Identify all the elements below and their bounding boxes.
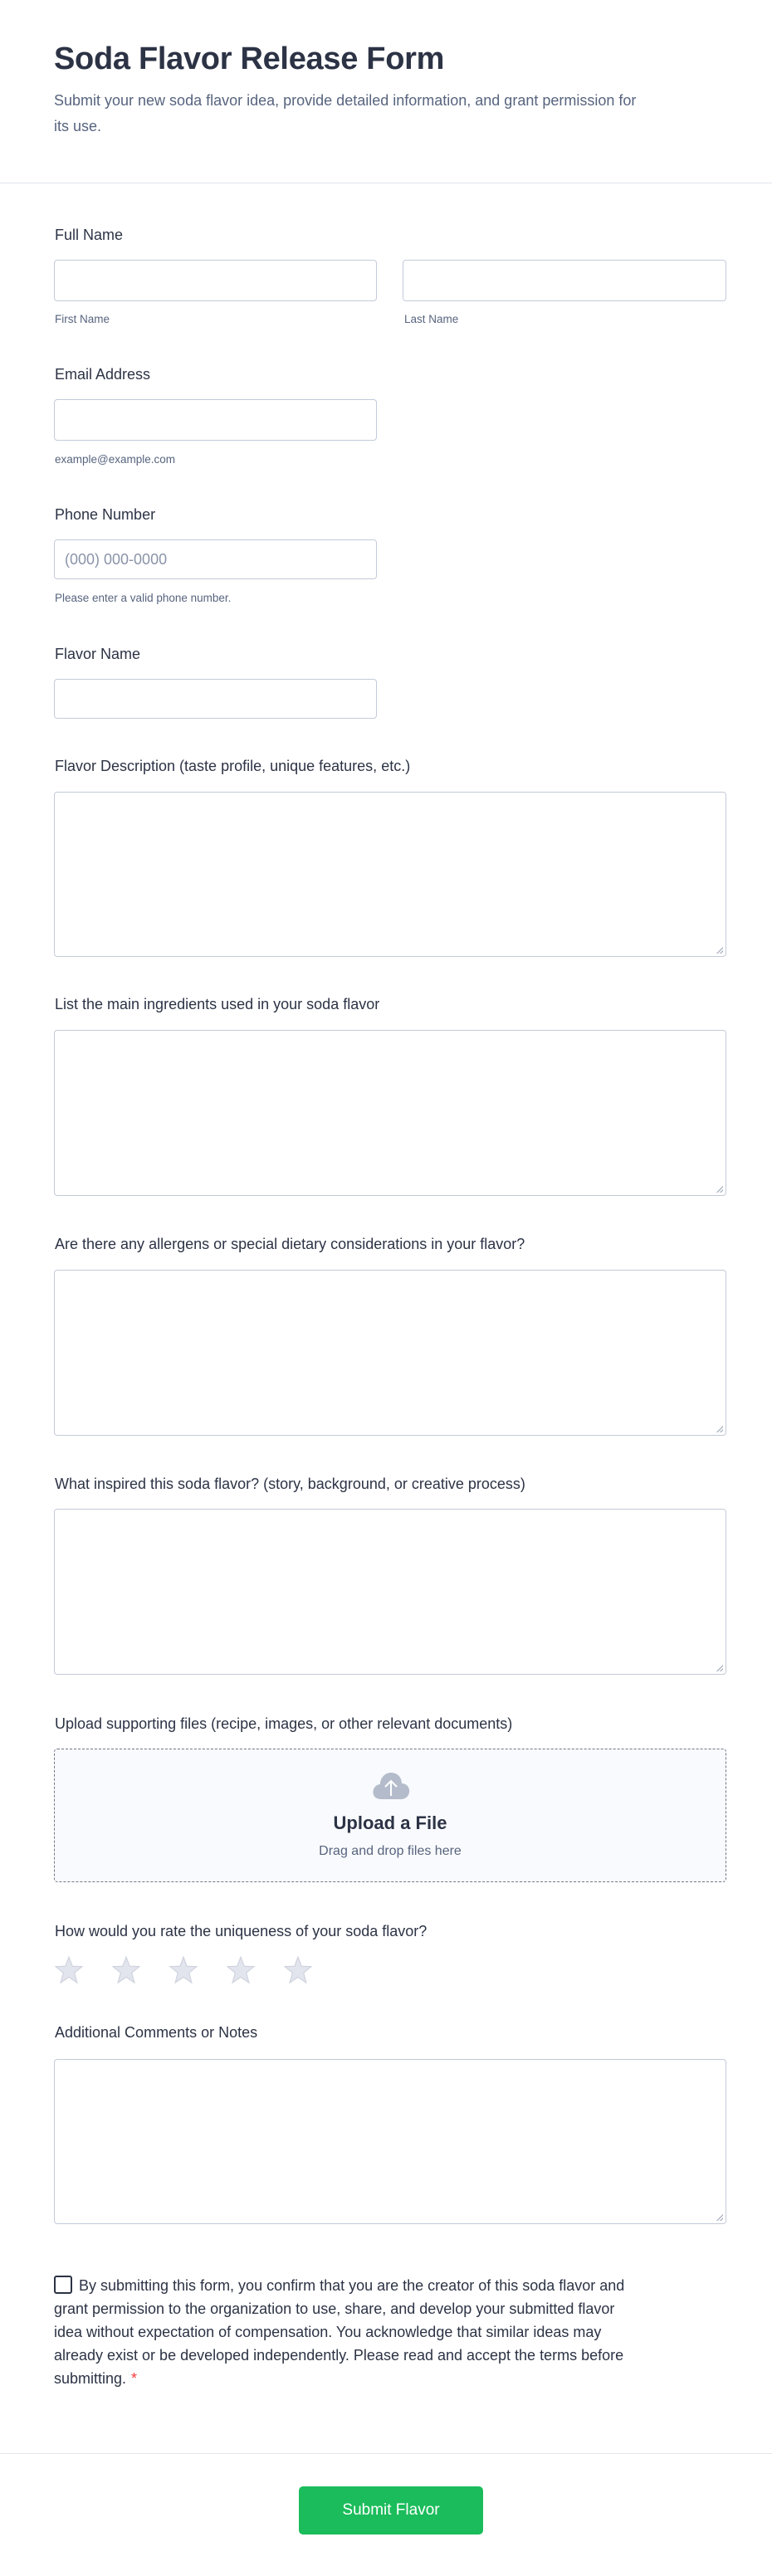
inspiration-textarea[interactable] xyxy=(54,1509,726,1675)
rating-label: How would you rate the uniqueness of your soda flavor? xyxy=(55,1923,428,1939)
email-input[interactable] xyxy=(54,399,377,441)
ingredients-textarea[interactable] xyxy=(54,1030,726,1196)
allergens-label: Are there any allergens or special dietary considerations in your flavor? xyxy=(55,1236,525,1252)
star-icon-4[interactable] xyxy=(225,1954,257,1986)
allergens-textarea[interactable] xyxy=(54,1270,726,1436)
first-name-input[interactable] xyxy=(54,260,377,301)
page-subtitle: Submit your new soda flavor idea, provide detailed information, and grant permission for its use. xyxy=(54,92,637,134)
resize-handle-icon[interactable] xyxy=(716,947,723,954)
ingredients-wrapper xyxy=(54,1030,726,1196)
star-icon-5[interactable] xyxy=(282,1954,314,1986)
phone-input[interactable] xyxy=(54,539,377,579)
consent-checkbox[interactable] xyxy=(54,2276,72,2294)
upload-label: Upload supporting files (recipe, images, or other relevant documents) xyxy=(55,1715,513,1732)
star-icon-3[interactable] xyxy=(168,1954,199,1986)
resize-handle-icon[interactable] xyxy=(716,1426,723,1432)
flavor-name-label: Flavor Name xyxy=(55,646,141,662)
submit-button[interactable]: Submit Flavor xyxy=(299,2486,483,2535)
star-rating xyxy=(53,1954,314,1986)
cloud-upload-icon xyxy=(371,1771,411,1801)
comments-label: Additional Comments or Notes xyxy=(55,2024,258,2041)
star-icon-2[interactable] xyxy=(110,1954,142,1986)
first-name-sublabel: First Name xyxy=(55,313,110,325)
last-name-input[interactable] xyxy=(403,260,726,301)
page-title: Soda Flavor Release Form xyxy=(54,41,445,76)
star-icon-1[interactable] xyxy=(53,1954,85,1986)
consent-text: By submitting this form, you confirm that you are the creator of this soda flavor and grant permission to the organization to use, share, and develop your submitted flavor idea without expectation of compensation. You acknowledge that similar ideas may already exist or be developed independently. Please read and accept the terms before submitting. xyxy=(54,2277,625,2387)
upload-title: Upload a File xyxy=(333,1812,447,1833)
email-label: Email Address xyxy=(55,366,151,383)
inspiration-wrapper xyxy=(54,1509,726,1675)
resize-handle-icon[interactable] xyxy=(716,1665,723,1671)
resize-handle-icon[interactable] xyxy=(716,2214,723,2221)
comments-wrapper xyxy=(54,2059,726,2224)
description-wrapper xyxy=(54,792,726,957)
email-sublabel: example@example.com xyxy=(55,453,176,466)
flavor-name-input[interactable] xyxy=(54,679,377,719)
full-name-label: Full Name xyxy=(55,227,124,243)
file-upload-dropzone[interactable] xyxy=(54,1749,726,1882)
comments-textarea[interactable] xyxy=(54,2059,726,2224)
upload-subtitle: Drag and drop files here xyxy=(319,1844,462,1858)
description-textarea[interactable] xyxy=(54,792,726,957)
required-asterisk: * xyxy=(131,2370,138,2387)
phone-label: Phone Number xyxy=(55,506,156,523)
last-name-sublabel: Last Name xyxy=(404,313,459,325)
consent-block xyxy=(54,2274,635,2390)
footer-divider xyxy=(0,2453,772,2454)
ingredients-label: List the main ingredients used in your soda flavor xyxy=(55,996,380,1012)
phone-sublabel: Please enter a valid phone number. xyxy=(55,592,232,604)
inspiration-label: What inspired this soda flavor? (story, background, or creative process) xyxy=(55,1476,525,1492)
description-label: Flavor Description (taste profile, unique features, etc.) xyxy=(55,758,411,774)
allergens-wrapper xyxy=(54,1270,726,1436)
resize-handle-icon[interactable] xyxy=(716,1186,723,1193)
